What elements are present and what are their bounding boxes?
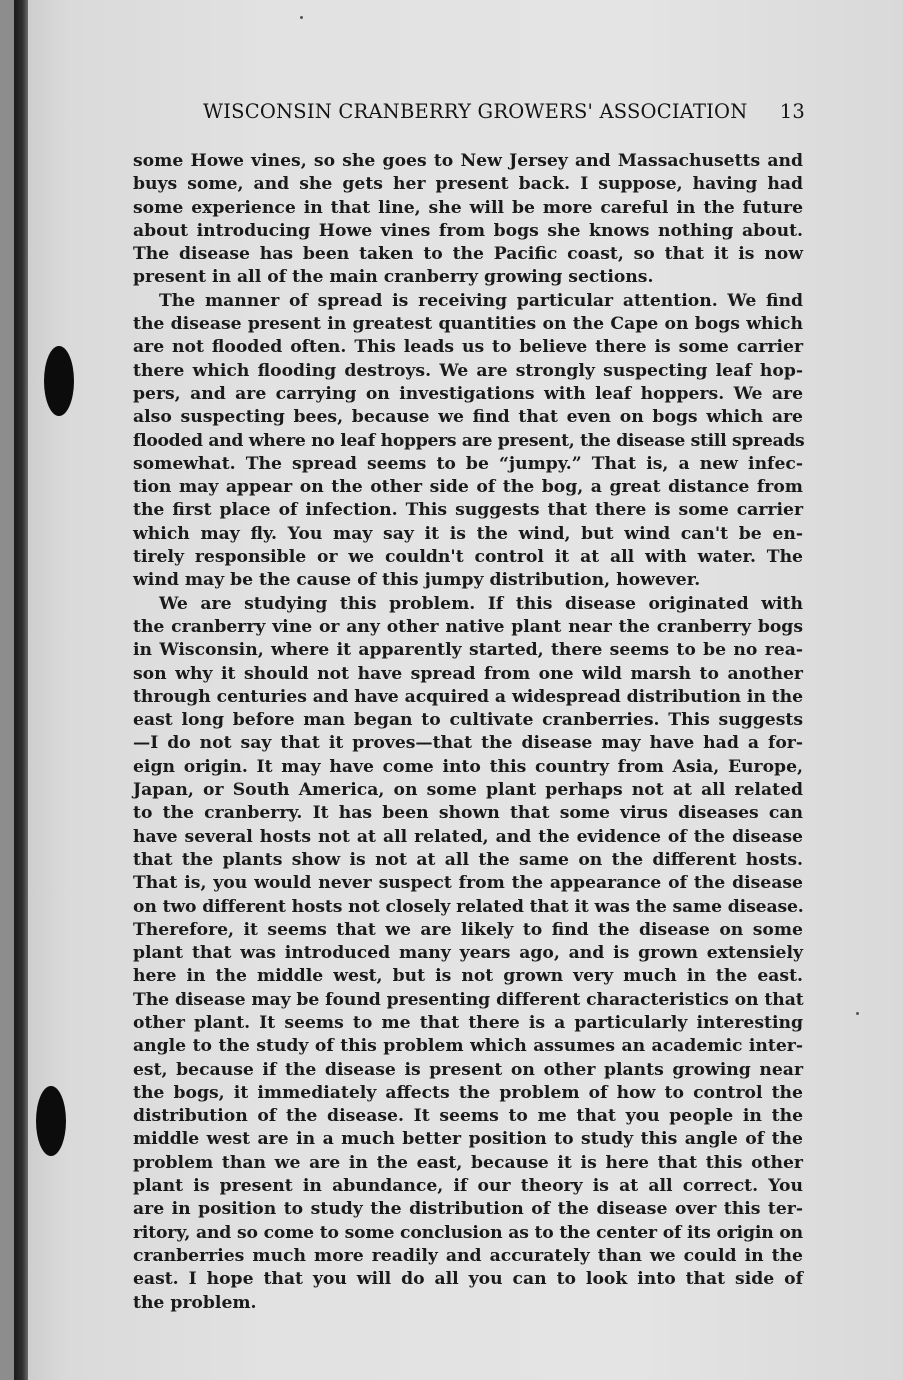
- body-text: [133, 150, 803, 1315]
- text-line: the bogs, it immediately affects the problem of how to control the: [133, 1082, 803, 1103]
- text-line: plant is present in abundance, if our theory is at all correct. You: [133, 1176, 803, 1197]
- text-line: eign origin. It may have come into this country from Asia, Europe,: [133, 756, 803, 777]
- text-line: some experience in that line, she will be more careful in the future: [133, 197, 803, 218]
- text-line: have several hosts not at all related, and the evidence of the disease: [133, 826, 803, 847]
- text-line: The disease has been taken to the Pacific coast, so that it is now: [133, 244, 803, 265]
- text-line: through centuries and have acquired a widespread distribution in the: [133, 686, 803, 707]
- text-line: The disease may be found presenting different characteristics on that: [133, 989, 804, 1010]
- text-line: Therefore, it seems that we are likely to find the disease on some: [133, 919, 803, 940]
- text-line: which may fly. You may say it is the wind, but wind can't be en-: [133, 523, 803, 544]
- text-line: other plant. It seems to me that there is a particularly interesting: [133, 1012, 803, 1033]
- text-line: buys some, and she gets her present back. I suppose, having had: [133, 174, 803, 195]
- text-line: problem than we are in the east, because it is here that this other: [133, 1152, 803, 1173]
- text-line: the disease present in greatest quantities on the Cape on bogs which: [133, 314, 803, 335]
- text-line: distribution of the disease. It seems to me that you people in the: [133, 1106, 803, 1127]
- text-line: We are studying this problem. If this disease originated with: [159, 593, 803, 614]
- text-line: on two different hosts not closely related that it was the same disease.: [133, 896, 804, 917]
- text-line: to the cranberry. It has been shown that some virus diseases can: [133, 803, 803, 824]
- text-line: present in all of the main cranberry growing sections.: [133, 267, 654, 288]
- text-line: east long before man began to cultivate cranberries. This suggests: [133, 710, 803, 731]
- text-line: are not flooded often. This leads us to believe there is some carrier: [133, 337, 803, 358]
- text-line: angle to the study of this problem which assumes an academic inter-: [133, 1036, 803, 1057]
- text-line: east. I hope that you will do all you can to look into that side of: [133, 1269, 803, 1290]
- text-line: tirely responsible or we couldn't control it at all with water. The: [133, 547, 803, 568]
- text-line: also suspecting bees, because we find that even on bogs which are: [133, 407, 803, 428]
- text-line: here in the middle west, but is not grown very much in the east.: [133, 966, 803, 987]
- page-number: 13: [779, 100, 805, 123]
- text-line: ritory, and so come to some conclusion as to the center of its origin on: [133, 1222, 803, 1243]
- punch-hole-top: [44, 346, 74, 416]
- text-line: cranberries much more readily and accurately than we could in the: [133, 1245, 803, 1266]
- text-line: plant that was introduced many years ago, and is grown extensiely: [133, 943, 803, 964]
- running-head-title: WISCONSIN CRANBERRY GROWERS' ASSOCIATION: [203, 100, 748, 123]
- text-line: middle west are in a much better position to study this angle of the: [133, 1129, 803, 1150]
- text-line: est, because if the disease is present on other plants growing near: [133, 1059, 803, 1080]
- binding-edge: [14, 0, 28, 1380]
- text-line: son why it should not have spread from one wild marsh to another: [133, 663, 803, 684]
- text-line: tion may appear on the other side of the bog, a great distance from: [133, 477, 803, 498]
- text-line: Japan, or South America, on some plant perhaps not at all related: [133, 780, 803, 801]
- text-line: in Wisconsin, where it apparently started, there seems to be no rea-: [133, 640, 803, 661]
- paper-speck: [856, 1012, 859, 1015]
- running-head: [203, 100, 805, 123]
- paper-speck: [300, 16, 303, 19]
- punch-hole-bottom: [36, 1086, 66, 1156]
- text-line: —I do not say that it proves—that the disease may have had a for-: [133, 733, 803, 754]
- text-line: flooded and where no leaf hoppers are present, the disease still spreads: [133, 430, 805, 451]
- text-line: are in position to study the distribution of the disease over this ter-: [133, 1199, 803, 1220]
- text-line: the problem.: [133, 1292, 257, 1313]
- text-line: about introducing Howe vines from bogs she knows nothing about.: [133, 220, 803, 241]
- text-line: that the plants show is not at all the same on the different hosts.: [133, 849, 803, 870]
- text-line: there which flooding destroys. We are strongly suspecting leaf hop-: [133, 360, 803, 381]
- text-line: wind may be the cause of this jumpy distribution, however.: [133, 570, 701, 591]
- text-line: The manner of spread is receiving particular attention. We find: [159, 290, 803, 311]
- text-line: some Howe vines, so she goes to New Jersey and Massachusetts and: [133, 151, 803, 171]
- text-line: the cranberry vine or any other native plant near the cranberry bogs: [133, 616, 803, 637]
- text-line: That is, you would never suspect from the appearance of the disease: [133, 873, 803, 894]
- text-line: somewhat. The spread seems to be “jumpy.” That is, a new infec-: [133, 453, 803, 474]
- text-line: pers, and are carrying on investigations with leaf hoppers. We are: [133, 383, 803, 404]
- text-line: the first place of infection. This suggests that there is some carrier: [133, 500, 803, 521]
